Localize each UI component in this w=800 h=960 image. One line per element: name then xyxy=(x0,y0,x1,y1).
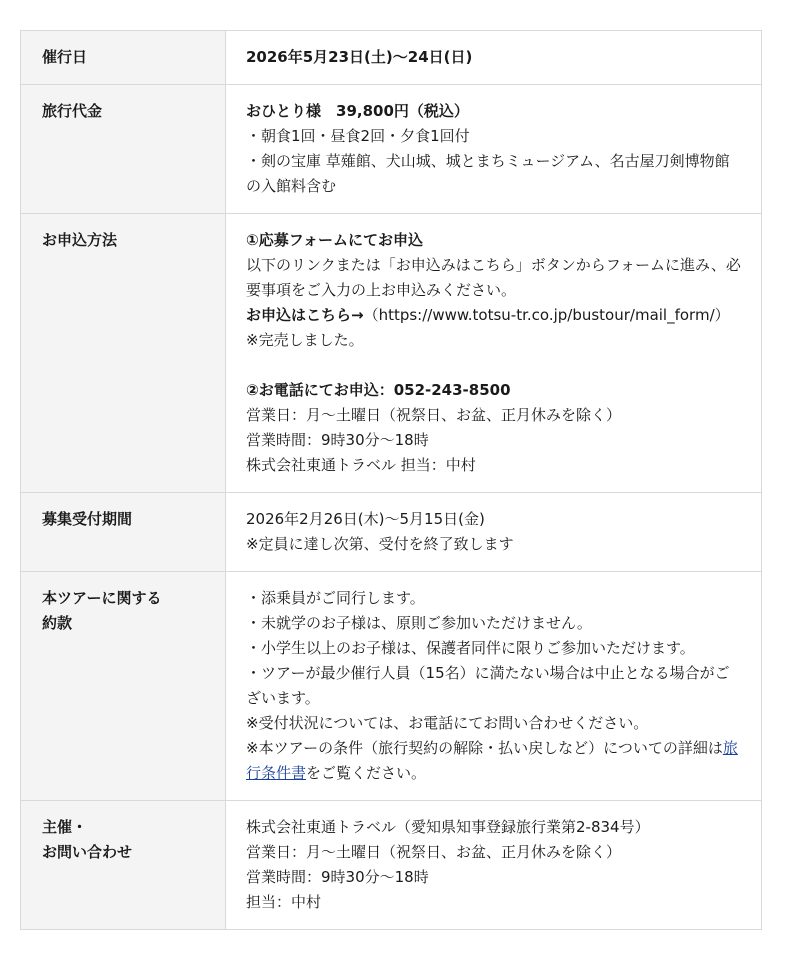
apply-form-link-line xyxy=(246,303,741,328)
apply-phone-contact: 株式会社東通トラベル 担当：中村 xyxy=(246,456,476,474)
period-note: ※定員に達し次第、受付を終了致します xyxy=(246,535,514,553)
terms-label xyxy=(21,572,226,801)
row-apply xyxy=(21,214,762,493)
apply-cell xyxy=(226,214,762,493)
row-period xyxy=(21,493,762,572)
price-cell xyxy=(226,85,762,214)
apply-sold-out: ※完売しました。 xyxy=(246,331,364,349)
apply-phone-hours: 営業時間：9時30分〜18時 xyxy=(246,431,429,449)
terms-line: ・添乗員がご同行します。 xyxy=(246,589,425,607)
contact-cell xyxy=(226,801,762,930)
contact-label-line1: 主催・ xyxy=(42,818,88,836)
terms-last-suffix: をご覧ください。 xyxy=(306,764,427,782)
apply-form-link[interactable]: お申込はこちら→ xyxy=(246,306,364,324)
contact-person: 担当：中村 xyxy=(246,893,322,911)
price-meals: ・朝食1回・昼食2回・夕食1回付 xyxy=(246,127,470,145)
tour-info-table xyxy=(20,30,762,930)
terms-line: ※受付状況については、お電話にてお問い合わせください。 xyxy=(246,714,649,732)
period-cell xyxy=(226,493,762,572)
period-label: 募集受付期間 xyxy=(21,493,226,572)
apply-phone-days: 営業日：月〜土曜日（祝祭日、お盆、正月休みを除く） xyxy=(246,406,622,424)
date-label: 催行日 xyxy=(21,31,226,85)
period-dates: 2026年2月26日(木)〜5月15日(金) xyxy=(246,510,485,528)
contact-days: 営業日：月〜土曜日（祝祭日、お盆、正月休みを除く） xyxy=(246,843,622,861)
price-headline: おひとり様 39,800円（税込） xyxy=(246,102,469,120)
apply-form-text: 以下のリンクまたは「お申込みはこちら」ボタンからフォームに進み、必要事項をご入力の上お申込みください。 xyxy=(246,256,741,299)
price-admission: ・剣の宝庫 草薙館、犬山城、城とまちミュージアム、名古屋刀剣博物館の入館料含む xyxy=(246,152,730,195)
apply-phone-heading: ②お電話にてお申込：052-243-8500 xyxy=(246,381,511,399)
terms-last-prefix: ※本ツアーの条件（旅行契約の解除・払い戻しなど）についての詳細は xyxy=(246,739,723,757)
spacer xyxy=(246,353,741,378)
apply-label: お申込方法 xyxy=(21,214,226,493)
terms-line: ・ツアーが最少催行人員（15名）に満たない場合は中止となる場合がございます。 xyxy=(246,664,730,707)
row-date xyxy=(21,31,762,85)
terms-label-line1: 本ツアーに関する xyxy=(42,589,162,607)
row-terms xyxy=(21,572,762,801)
apply-form-heading: ①応募フォームにてお申込 xyxy=(246,231,423,249)
row-price xyxy=(21,85,762,214)
apply-form-url: （https://www.totsu-tr.co.jp/bustour/mail_form/） xyxy=(363,306,730,324)
terms-cell xyxy=(226,572,762,801)
travel-conditions-link[interactable]: 旅行条件書 xyxy=(246,739,738,782)
contact-label-line2: お問い合わせ xyxy=(42,843,133,861)
price-label: 旅行代金 xyxy=(21,85,226,214)
terms-line: ・未就学のお子様は、原則ご参加いただけません。 xyxy=(246,614,592,632)
contact-hours: 営業時間：9時30分〜18時 xyxy=(246,868,429,886)
contact-label xyxy=(21,801,226,930)
date-value: 2026年5月23日(土)〜24日(日) xyxy=(226,31,762,85)
contact-company: 株式会社東通トラベル（愛知県知事登録旅行業第2-834号） xyxy=(246,818,650,836)
row-contact xyxy=(21,801,762,930)
terms-last-line xyxy=(246,736,741,786)
terms-label-line2: 約款 xyxy=(42,614,73,632)
terms-line: ・小学生以上のお子様は、保護者同伴に限りご参加いただけます。 xyxy=(246,639,695,657)
